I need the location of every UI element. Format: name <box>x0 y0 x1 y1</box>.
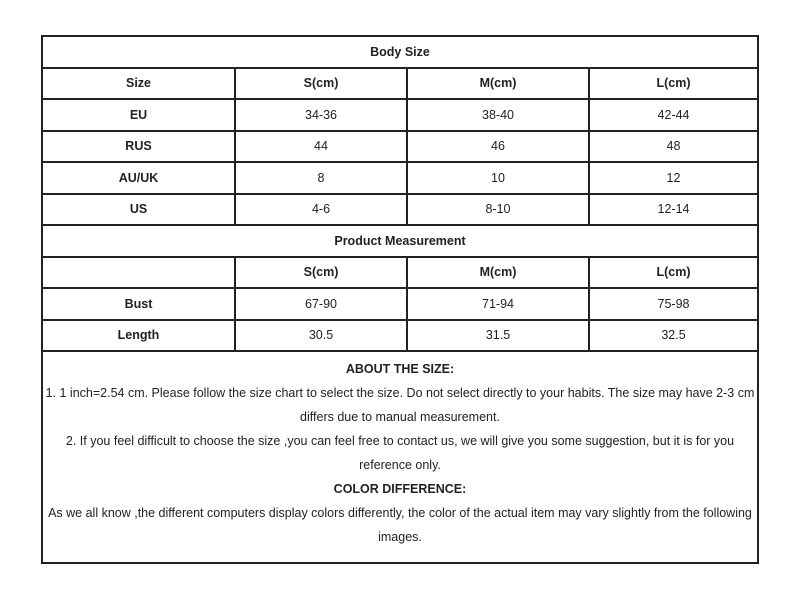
table-row <box>43 99 757 131</box>
table-cell: 30.5 <box>235 320 407 352</box>
table-cell: 42-44 <box>589 99 757 131</box>
body-size-title: Body Size <box>43 37 757 68</box>
size-notes <box>43 352 757 549</box>
table-cell: 32.5 <box>589 320 757 352</box>
about-size-note-1: 1. 1 inch=2.54 cm. Please follow the size chart to select the size. Do not select directly to your habits. The size may have 2-3 cm differs due to manual measurement. <box>45 386 755 424</box>
table-cell: 67-90 <box>235 288 407 320</box>
row-label: AU/UK <box>43 162 235 194</box>
table-cell: 75-98 <box>589 288 757 320</box>
row-label: RUS <box>43 131 235 163</box>
about-size-note-2: 2. If you feel difficult to choose the size ,you can feel free to contact us, we will give you some suggestion, but it is for you reference only. <box>65 434 735 472</box>
table-cell: 44 <box>235 131 407 163</box>
body-size-header-m: M(cm) <box>407 68 589 100</box>
body-size-header-l: L(cm) <box>589 68 757 100</box>
row-label: US <box>43 194 235 226</box>
table-cell: 8 <box>235 162 407 194</box>
table-cell: 12-14 <box>589 194 757 226</box>
table-row <box>43 162 757 194</box>
product-measurement-header-s: S(cm) <box>235 257 407 289</box>
product-measurement-header-blank <box>43 257 235 289</box>
product-measurement-title-row <box>43 225 757 257</box>
table-cell: 34-36 <box>235 99 407 131</box>
table-cell: 38-40 <box>407 99 589 131</box>
size-table <box>43 37 757 352</box>
table-cell: 31.5 <box>407 320 589 352</box>
product-measurement-header-l: L(cm) <box>589 257 757 289</box>
row-label: EU <box>43 99 235 131</box>
body-size-title-row <box>43 37 757 68</box>
table-cell: 46 <box>407 131 589 163</box>
product-measurement-header-m: M(cm) <box>407 257 589 289</box>
product-measurement-title: Product Measurement <box>43 225 757 257</box>
body-size-header-s: S(cm) <box>235 68 407 100</box>
table-row <box>43 131 757 163</box>
row-label: Bust <box>43 288 235 320</box>
table-cell: 8-10 <box>407 194 589 226</box>
table-row <box>43 194 757 226</box>
about-size-heading: ABOUT THE SIZE: <box>345 362 455 376</box>
table-cell: 48 <box>589 131 757 163</box>
body-size-header-size: Size <box>43 68 235 100</box>
row-label: Length <box>43 320 235 352</box>
table-cell: 71-94 <box>407 288 589 320</box>
size-chart <box>41 35 759 564</box>
product-measurement-header-row <box>43 257 757 289</box>
color-difference-heading: COLOR DIFFERENCE: <box>333 482 467 496</box>
body-size-header-row <box>43 68 757 100</box>
table-row <box>43 288 757 320</box>
table-cell: 12 <box>589 162 757 194</box>
color-difference-note: As we all know ,the different computers display colors differently, the color of the actual item may vary slightly from the following images. <box>48 506 752 544</box>
table-row <box>43 320 757 352</box>
table-cell: 10 <box>407 162 589 194</box>
table-cell: 4-6 <box>235 194 407 226</box>
